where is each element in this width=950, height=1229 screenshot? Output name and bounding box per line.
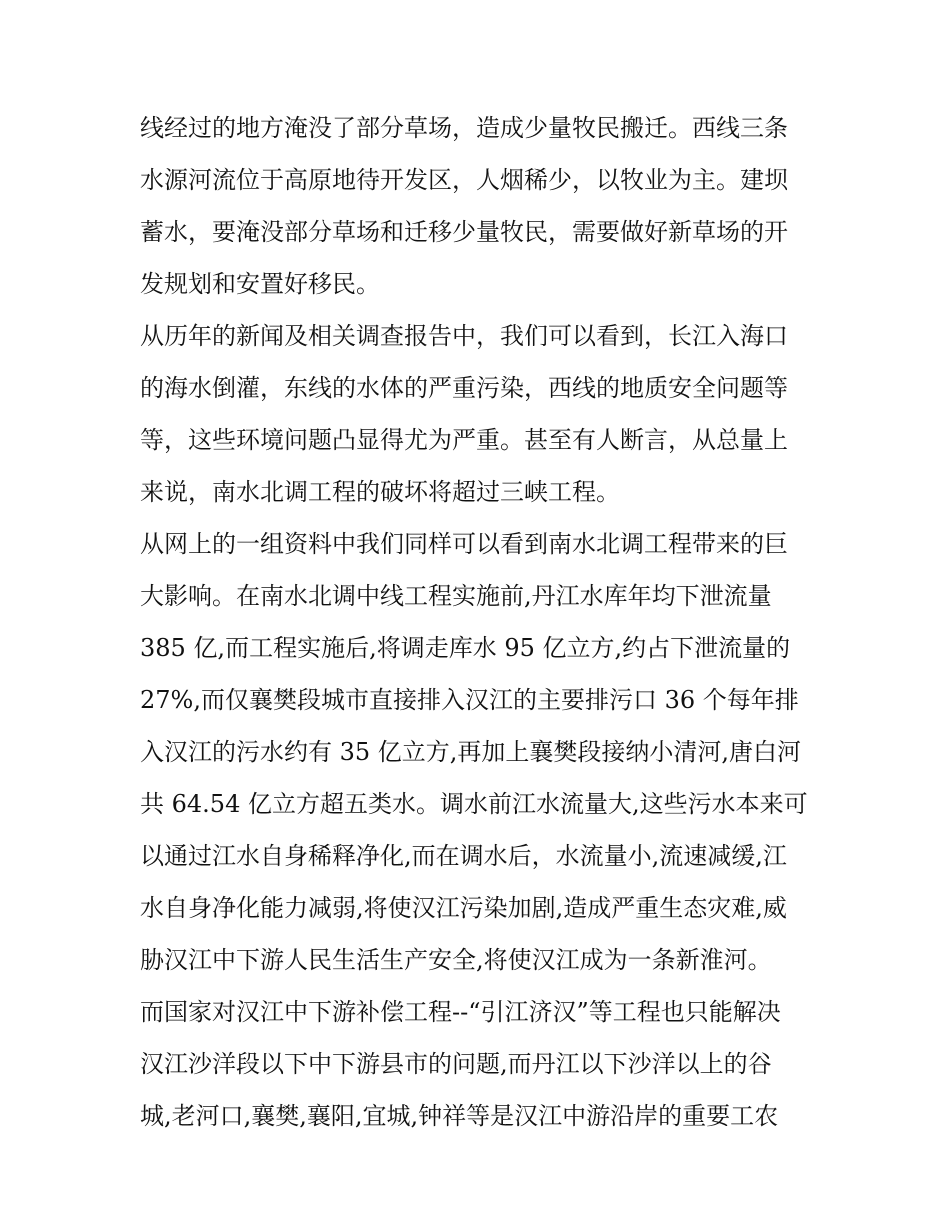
text-line: 的海水倒灌，东线的水体的严重污染，西线的地质安全问题等: [140, 374, 788, 402]
text-line: 水自身净化能力减弱,将使汉江污染加剧,造成严重生态灾难,威: [140, 894, 787, 922]
text-line: 来说，南水北调工程的破坏将超过三峡工程。: [140, 478, 620, 506]
text-line: 而国家对汉江中下游补偿工程--“引江济汉”等工程也只能解决: [140, 998, 781, 1026]
text-line: 大影响。在南水北调中线工程实施前,丹江水库年均下泄流量: [140, 582, 772, 610]
text-line: 共 64.54 亿立方超五类水。调水前江水流量大,这些污水本来可: [140, 790, 808, 818]
text-line: 蓄水，要淹没部分草场和迁移少量牧民，需要做好新草场的开: [140, 218, 788, 246]
text-line: 从网上的一组资料中我们同样可以看到南水北调工程带来的巨: [140, 530, 788, 558]
text-line: 27%,而仅襄樊段城市直接排入汉江的主要排污口 36 个每年排: [140, 686, 799, 714]
text-line: 胁汉江中下游人民生活生产安全,将使汉江成为一条新淮河。: [140, 946, 772, 974]
text-line: 385 亿,而工程实施后,将调走库水 95 亿立方,约占下泄流量的: [140, 634, 791, 662]
text-line: 从历年的新闻及相关调查报告中，我们可以看到，长江入海口: [140, 322, 788, 350]
text-line: 线经过的地方淹没了部分草场，造成少量牧民搬迁。西线三条: [140, 114, 788, 142]
text-line: 发规划和安置好移民。: [140, 270, 380, 298]
text-line: 城,老河口,襄樊,襄阳,宜城,钟祥等是汉江中游沿岸的重要工农: [140, 1102, 779, 1130]
text-line: 以通过江水自身稀释净化,而在调水后，水流量小,流速减缓,江: [140, 842, 787, 870]
text-line: 等，这些环境问题凸显得尤为严重。甚至有人断言，从总量上: [140, 426, 788, 454]
text-line: 汉江沙洋段以下中下游县市的问题,而丹江以下沙洋以上的谷: [140, 1050, 772, 1078]
text-line: 入汉江的污水约有 35 亿立方,再加上襄樊段接纳小清河,唐白河: [140, 738, 802, 766]
text-line: 水源河流位于高原地待开发区，人烟稀少，以牧业为主。建坝: [140, 166, 788, 194]
document-page: [140, 102, 820, 1142]
